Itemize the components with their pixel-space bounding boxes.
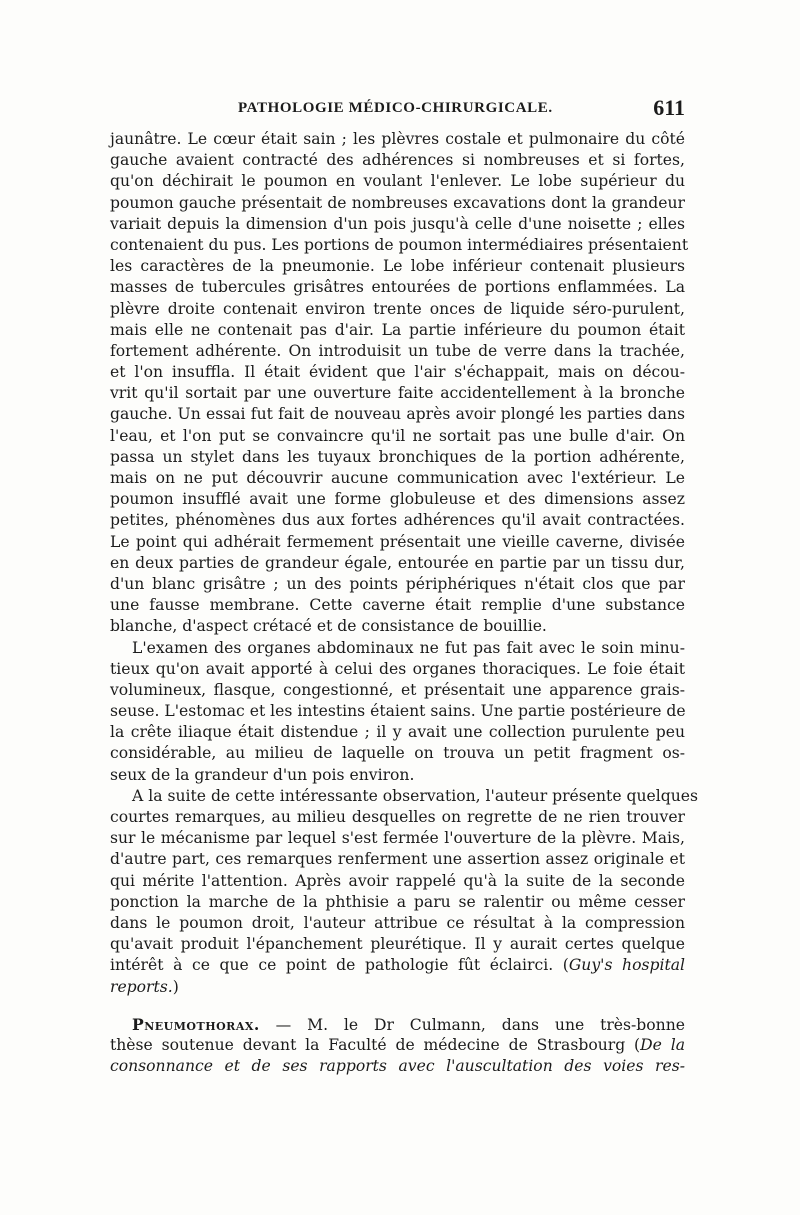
text-line: l'eau, et l'on put se convaincre qu'il ne sortait pas une bulle d'air. On bbox=[110, 426, 685, 445]
text-line: fortement adhérente. On introduisit un tube de verre dans la trachée, bbox=[110, 341, 685, 360]
text-line: qu'on déchirait le poumon en voulant l'enlever. Le lobe supérieur du bbox=[110, 172, 685, 191]
text-line: volumineux, flasque, congestionné, et présentait une apparence grais- bbox=[110, 680, 685, 699]
text-line: ponction la marche de la phthisie a paru se ralentir ou même cesser bbox=[110, 892, 685, 911]
text-line: les caractères de la pneumonie. Le lobe inférieur contenait plusieurs bbox=[110, 257, 685, 276]
paragraph-remarks bbox=[110, 786, 699, 998]
body-text bbox=[110, 129, 699, 1077]
text-line: qu'avait produit l'épanchement pleurétique. Il y aurait certes quelque bbox=[110, 935, 685, 954]
line-text: thèse soutenue devant la Faculté de médecine de Strasbourg ( bbox=[110, 1035, 641, 1054]
text-line: dans le poumon droit, l'auteur attribue ce résultat à la compression bbox=[110, 913, 685, 932]
closing-paren: ) bbox=[172, 977, 179, 996]
text-line: une fausse membrane. Cette caverne était remplie d'une substance bbox=[110, 596, 685, 615]
thesis-title: De la bbox=[640, 1035, 686, 1054]
text-line: L'examen des organes abdominaux ne fut pas fait avec le soin minu- bbox=[132, 638, 685, 657]
text-line: courtes remarques, au milieu desquelles on regrette de ne rien trouver bbox=[110, 808, 685, 826]
text-line: gauche avaient contracté des adhérences si nombreuses et si fortes, bbox=[110, 151, 685, 170]
text-line: seuse. L'estomac et les intestins étaient sains. Une partie postérieure de bbox=[110, 702, 686, 721]
text-line: vrit qu'il sortait par une ouverture faite accidentellement à la bronche bbox=[110, 384, 685, 403]
text-line: passa un stylet dans les tuyaux bronchiques de la portion adhérente, bbox=[110, 447, 685, 466]
text-line: et l'on insuffla. Il était évident que l'air s'échappait, mais on décou- bbox=[110, 363, 685, 382]
text-line: blanche, d'aspect crétacé et de consistance de bouillie. bbox=[110, 617, 547, 636]
text-line: en deux parties de grandeur égale, entourée en partie par un tissu dur, bbox=[110, 553, 685, 572]
page-number: 611 bbox=[653, 95, 685, 120]
line-text: — M. le Dr Culmann, dans une très-bonne bbox=[259, 1015, 685, 1034]
text-line: d'un blanc grisâtre ; un des points périphériques n'était clos que par bbox=[110, 574, 685, 593]
page-header bbox=[110, 95, 685, 122]
text-line: qui mérite l'attention. Après avoir rappelé qu'à la suite de la seconde bbox=[110, 871, 685, 890]
text-line: sur le mécanisme par lequel s'est fermée l'ouverture de la plèvre. Mais, bbox=[110, 829, 685, 848]
text-line bbox=[110, 1056, 685, 1077]
text-line: tieux qu'on avait apporté à celui des organes thoraciques. Le foie était bbox=[110, 659, 685, 678]
text-line bbox=[110, 1035, 685, 1056]
text-line: poumon gauche présentait de nombreuses excavations dont la grandeur bbox=[110, 193, 685, 212]
text-line: petites, phénomènes dus aux fortes adhérences qu'il avait contractées. bbox=[110, 511, 685, 530]
citation-title-end: reports. bbox=[110, 977, 173, 996]
text-line bbox=[110, 955, 685, 976]
citation-title: Guy's hospital bbox=[568, 956, 685, 975]
text-line: poumon insufflé avait une forme globuleuse et des dimensions assez bbox=[110, 490, 685, 509]
text-line: gauche. Un essai fut fait de nouveau après avoir plongé les parties dans bbox=[110, 405, 685, 424]
line-text: intérêt à ce que ce point de pathologie fût éclairci. ( bbox=[110, 956, 569, 975]
text-line: mais elle ne contenait pas d'air. La partie inférieure du poumon était bbox=[110, 320, 685, 339]
text-line: plèvre droite contenait environ trente onces de liquide séro-purulent, bbox=[110, 299, 685, 318]
text-line: variait depuis la dimension d'un pois jusqu'à celle d'une noisette ; elles bbox=[110, 214, 685, 233]
text-line: Le point qui adhérait fermement présentait une vieille caverne, divisée bbox=[110, 532, 685, 551]
text-line: d'autre part, ces remarques renferment une assertion assez originale et bbox=[110, 850, 685, 869]
text-line: jaunâtre. Le cœur était sain ; les plèvres costale et pulmonaire du côté bbox=[110, 130, 685, 148]
paragraph-pneumothorax bbox=[110, 1014, 685, 1078]
section-gap bbox=[110, 998, 685, 1014]
text-line: considérable, au milieu de laquelle on trouva un petit fragment os- bbox=[110, 744, 685, 763]
text-line bbox=[110, 1014, 685, 1035]
text-line: contenaient du pus. Les portions de poumon intermédiaires présentaient bbox=[110, 235, 689, 254]
text-line bbox=[110, 977, 685, 998]
paragraph-abdomen bbox=[110, 638, 685, 786]
text-line: la crête iliaque était distendue ; il y avait une collection purulente peu bbox=[110, 723, 685, 742]
running-title: PATHOLOGIE MÉDICO-CHIRURGICALE. bbox=[238, 100, 553, 116]
text-line: seux de la grandeur d'un pois environ. bbox=[110, 765, 415, 784]
text-line: masses de tubercules grisâtres entourées de portions enflammées. La bbox=[110, 278, 685, 297]
section-heading: Pneumothorax. bbox=[132, 1014, 260, 1034]
text-line: mais on ne put découvrir aucune communication avec l'extérieur. Le bbox=[110, 469, 685, 487]
thesis-title-cont: consonnance et de ses rapports avec l'auscultation des voies res- bbox=[110, 1057, 685, 1076]
paragraph-autopsy bbox=[110, 129, 689, 638]
text-line: A la suite de cette intéressante observation, l'auteur présente quelques bbox=[132, 786, 699, 805]
